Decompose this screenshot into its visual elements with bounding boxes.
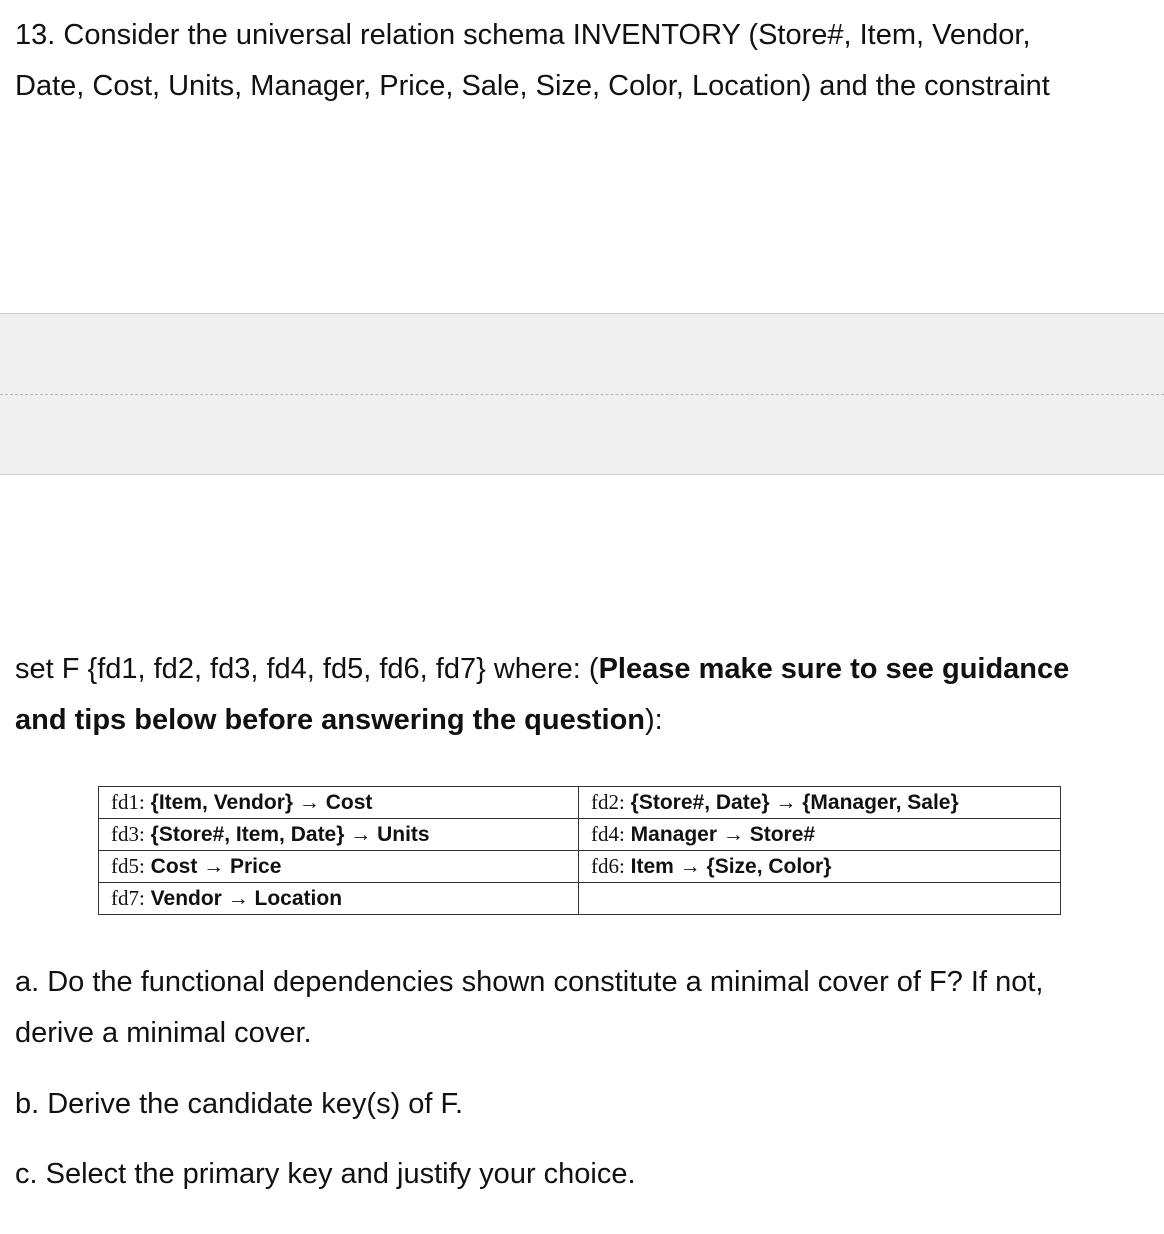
question-intro-line1: 13. Consider the universal relation schema INVENTORY (Store#, Item, Vendor, bbox=[15, 19, 1031, 51]
question-intro bbox=[15, 10, 1050, 112]
fd-rule: {Store#, Item, Date} → Units bbox=[150, 823, 430, 846]
set-text: set F {fd1, fd2, fd3, fd4, fd5, fd6, fd7} where: ( bbox=[15, 653, 599, 685]
fd-rule: Manager → Store# bbox=[630, 823, 816, 846]
set-tail: ): bbox=[645, 704, 663, 736]
fd-rule: {Item, Vendor} → Cost bbox=[150, 791, 373, 814]
fd-cell-fd2 bbox=[579, 787, 1061, 819]
fd-cell-fd7 bbox=[99, 883, 579, 915]
fd-cell-fd4 bbox=[579, 819, 1061, 851]
fd-cell-fd1 bbox=[99, 787, 579, 819]
constraint-set-text bbox=[15, 644, 1069, 746]
fd-rule: Item → {Size, Color} bbox=[630, 855, 832, 878]
fd-label: fd3: bbox=[111, 822, 145, 846]
fd-cell-empty bbox=[579, 883, 1061, 915]
fd-label: fd4: bbox=[591, 822, 625, 846]
part-a-line1: a. Do the functional dependencies shown constitute a minimal cover of F? If not, bbox=[15, 966, 1044, 998]
fd-rule: {Store#, Date} → {Manager, Sale} bbox=[630, 791, 959, 814]
fd-cell-fd6 bbox=[579, 851, 1061, 883]
table-row bbox=[99, 819, 1061, 851]
fd-label: fd1: bbox=[111, 790, 145, 814]
fd-cell-fd3 bbox=[99, 819, 579, 851]
fd-label: fd2: bbox=[591, 790, 625, 814]
part-a-line2: derive a minimal cover. bbox=[15, 1017, 312, 1049]
fd-label: fd6: bbox=[591, 854, 625, 878]
fd-rule: Cost → Price bbox=[150, 855, 282, 878]
part-b: b. Derive the candidate key(s) of F. bbox=[15, 1088, 464, 1120]
fd-label: fd7: bbox=[111, 886, 145, 910]
embedded-content-band bbox=[0, 313, 1164, 475]
fd-label: fd5: bbox=[111, 854, 145, 878]
table-row bbox=[99, 787, 1061, 819]
set-bold-note-2: and tips below before answering the question bbox=[15, 704, 646, 736]
band-divider bbox=[0, 394, 1164, 395]
part-a bbox=[15, 957, 1043, 1059]
table-row bbox=[99, 883, 1061, 915]
set-bold-note: Please make sure to see guidance bbox=[598, 653, 1070, 685]
fd-cell-fd5 bbox=[99, 851, 579, 883]
part-c: c. Select the primary key and justify your choice. bbox=[15, 1158, 636, 1190]
table-row bbox=[99, 851, 1061, 883]
fd-rule: Vendor → Location bbox=[150, 887, 343, 910]
fd-table bbox=[98, 786, 1061, 915]
question-intro-line2: Date, Cost, Units, Manager, Price, Sale, Size, Color, Location) and the constraint bbox=[15, 70, 1050, 102]
